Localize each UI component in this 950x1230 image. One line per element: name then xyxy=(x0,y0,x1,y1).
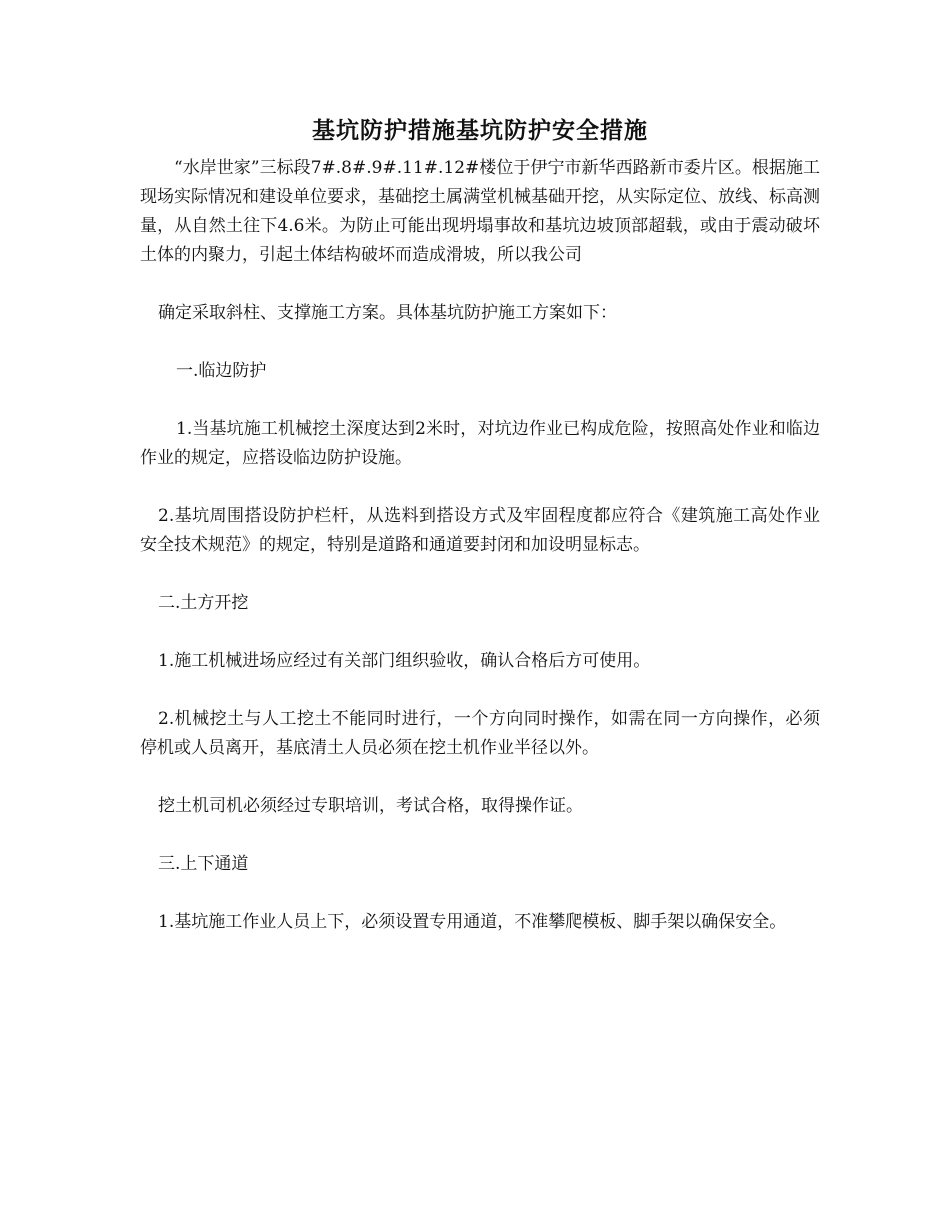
section-heading-1: 一.临边防护 xyxy=(176,361,267,381)
paragraph-intro: “水岸世家”三标段7#.8#.9#.11#.12#楼位于伊宁市新华西路新市委片区。根据施工现场实际情况和建设单位要求，基础挖土属满堂机械基础开挖，从实际定位、放线、标高测量，从自然土往下4.6米。为防止可能出现坍塌事故和基坑边坡顶部超载，或由于震动破坏土体的内聚力，引起土体结构破坏而造成滑坡，所以我公司 xyxy=(140,158,820,265)
paragraph-3-1: 1.基坑施工作业人员上下，必须设置专用通道，不准攀爬模板、脚手架以确保安全。 xyxy=(158,912,787,932)
document-page xyxy=(140,112,820,937)
paragraph-1-2: 2.基坑周围搭设防护栏杆，从选料到搭设方式及牢固程度都应符合《建筑施工高处作业安全技术规范》的规定，特别是道路和通道要封闭和加设明显标志。 xyxy=(140,506,820,555)
paragraph-1-1: 1.当基坑施工机械挖土深度达到2米时，对坑边作业已构成危险，按照高处作业和临边作业的规定，应搭设临边防护设施。 xyxy=(140,419,820,468)
paragraph-2-2: 2.机械挖土与人工挖土不能同时进行，一个方向同时操作，如需在同一方向操作，必须停机或人员离开，基底清土人员必须在挖土机作业半径以外。 xyxy=(140,709,820,758)
section-heading-3: 三.上下通道 xyxy=(158,854,249,874)
section-heading-2: 二.土方开挖 xyxy=(158,593,249,613)
paragraph-2-3: 挖土机司机必须经过专职培训，考试合格，取得操作证。 xyxy=(158,796,583,816)
paragraph-plan: 确定采取斜柱、支撑施工方案。具体基坑防护施工方案如下： xyxy=(158,303,617,323)
paragraph-2-1: 1.施工机械进场应经过有关部门组织验收，确认合格后方可使用。 xyxy=(158,651,651,671)
document-title: 基坑防护措施基坑防护安全措施 xyxy=(312,117,648,144)
